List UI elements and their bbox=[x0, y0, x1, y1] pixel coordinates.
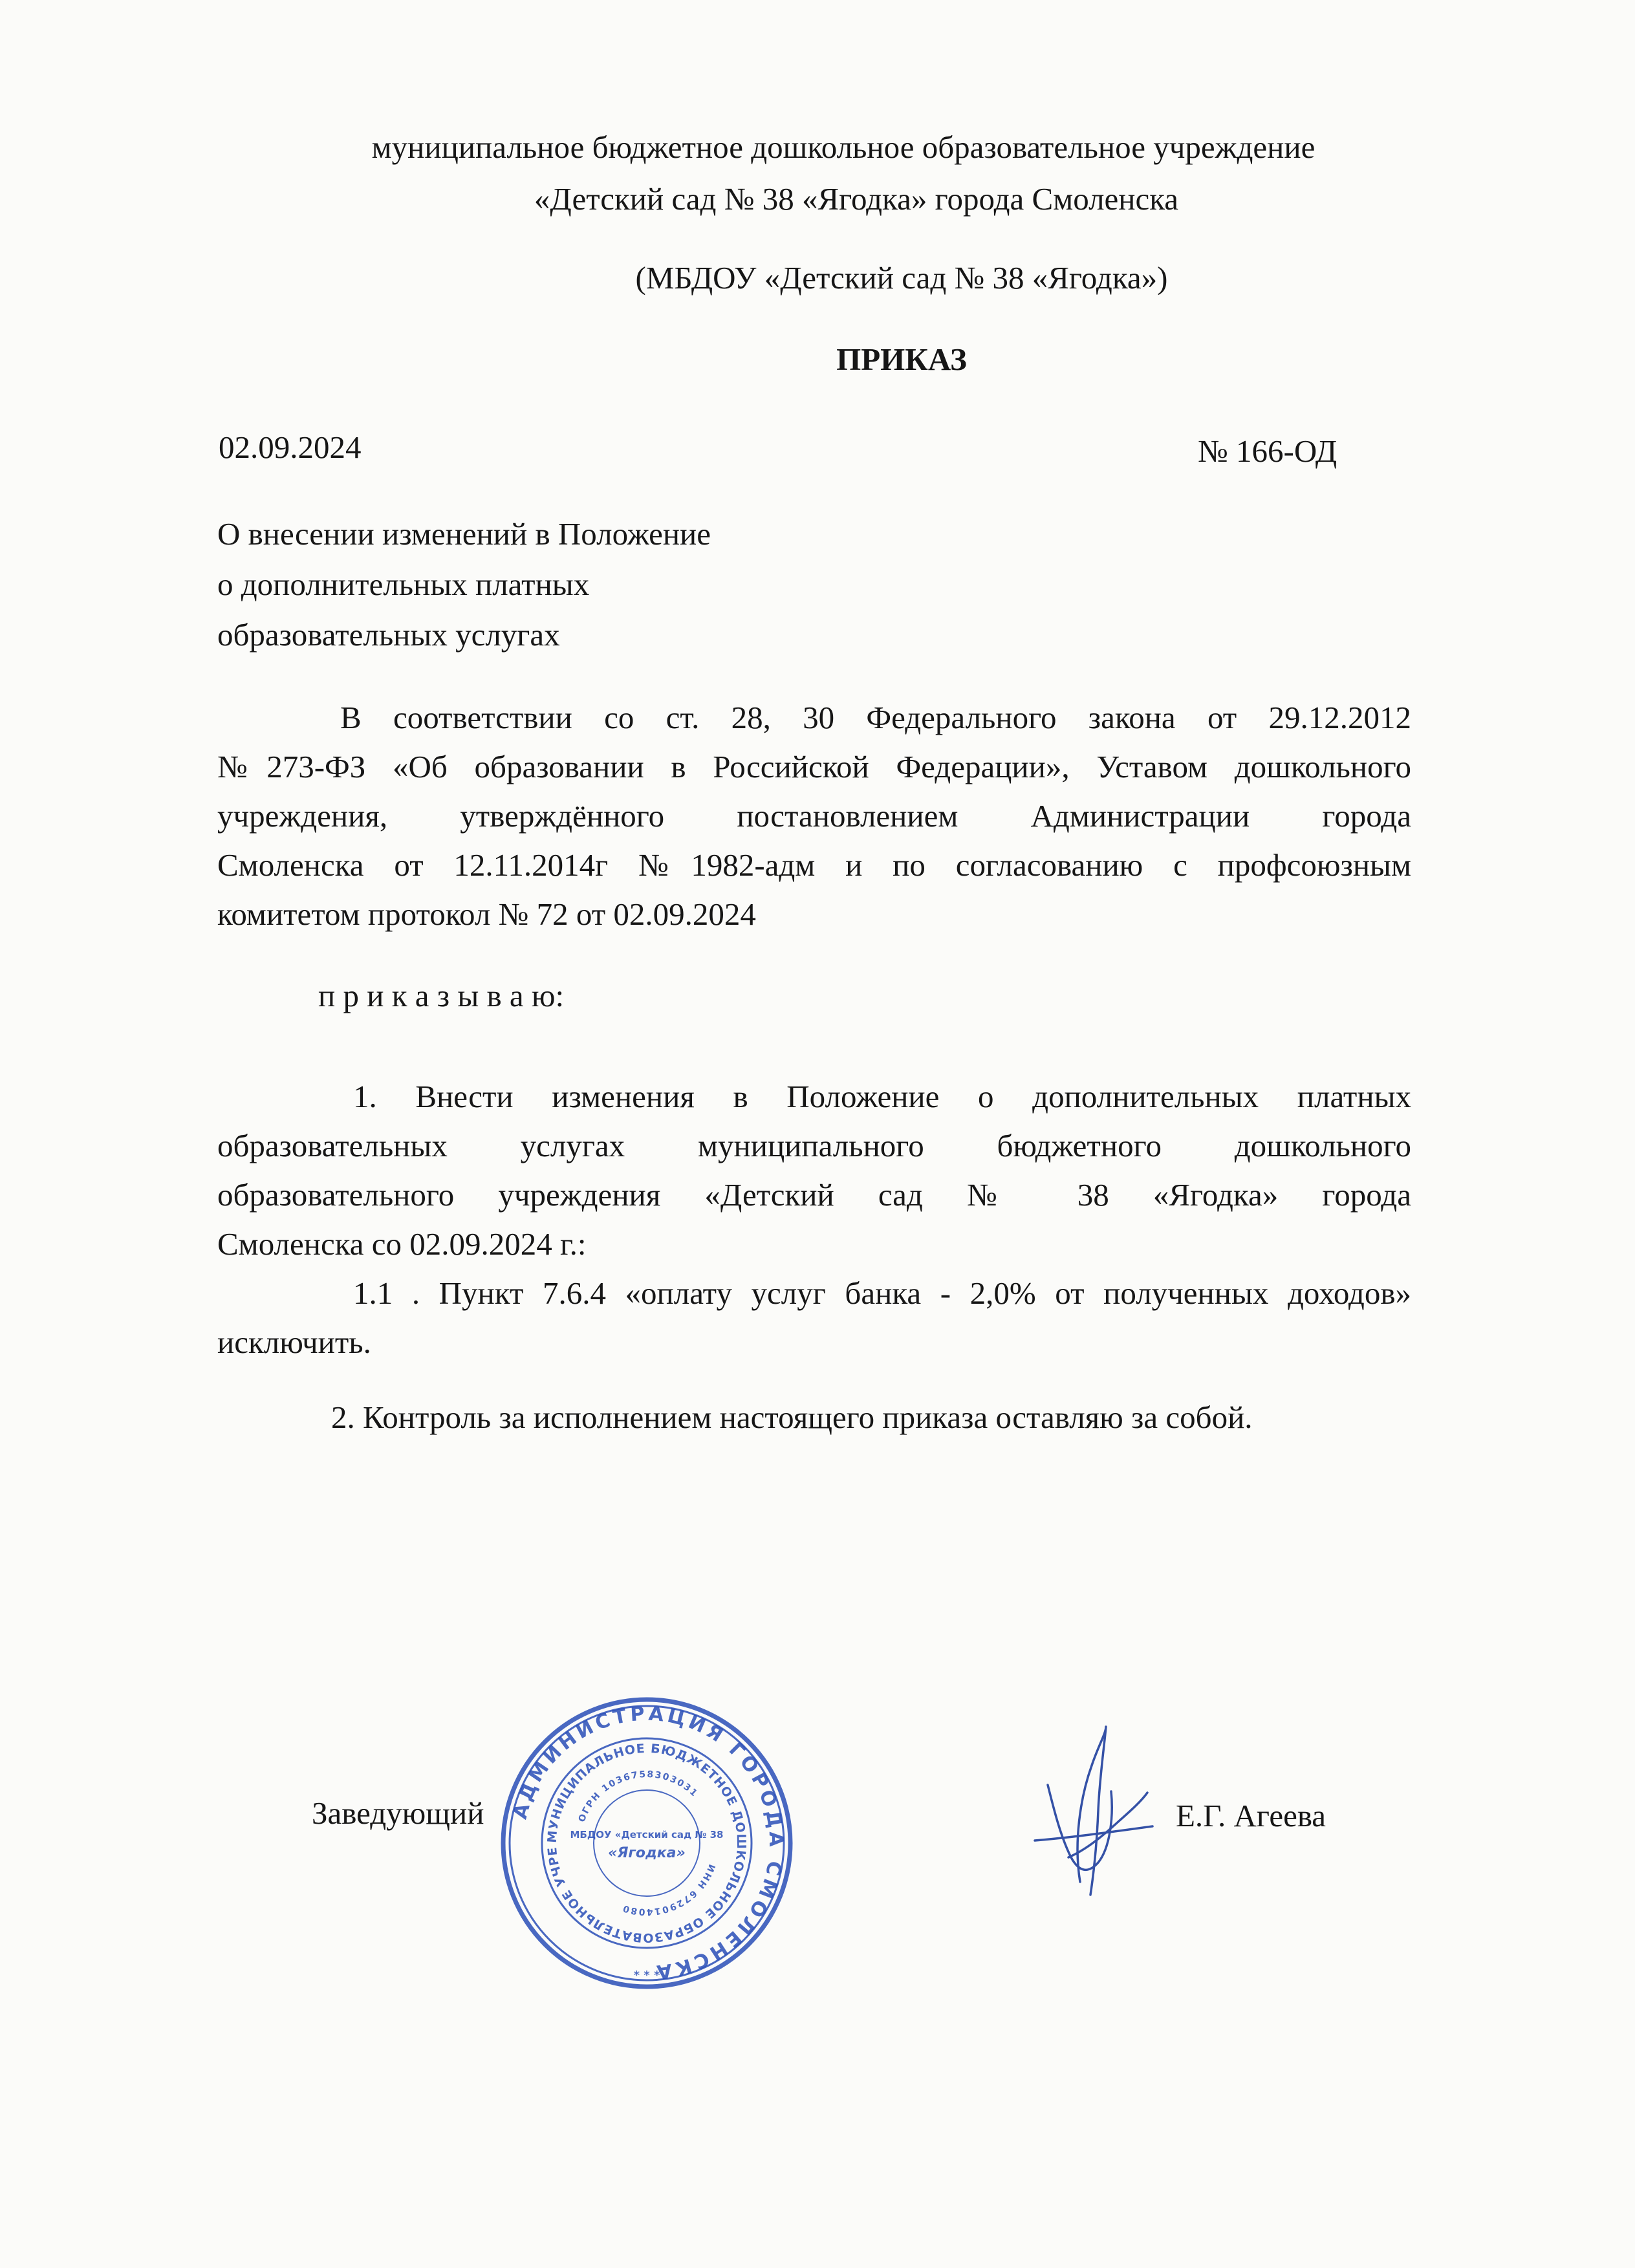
org-short-name: (МБДОУ «Детский сад № 38 «Ягодка») bbox=[635, 260, 1168, 296]
subject-line3: образовательных услугах bbox=[217, 617, 560, 653]
stamp-inn: ИНН 6729014080 bbox=[620, 1863, 717, 1917]
handwritten-signature bbox=[1009, 1688, 1177, 1908]
preamble-line3: учреждения, утверждённого постановлением Администрации города bbox=[217, 798, 1411, 834]
item-1-1-line2: исключить. bbox=[217, 1324, 371, 1360]
stamp-center-line2: «Ягодка» bbox=[608, 1845, 686, 1861]
item-1-line3: образовательного учреждения «Детский сад № 38 «Ягодка» города bbox=[217, 1177, 1411, 1213]
item-1-1-line1: 1.1 . Пункт 7.6.4 «оплату услуг банка - 2,0% от полученных доходов» bbox=[353, 1275, 1411, 1311]
official-stamp bbox=[490, 1683, 796, 1992]
svg-text:ИНН 6729014080 bbox=[621, 1863, 717, 1917]
signer-name: Е.Г. Агеева bbox=[1176, 1798, 1326, 1833]
stamp-outer-text: АДМИНИСТРАЦИЯ ГОРОДА СМОЛЕНСКА bbox=[508, 1702, 788, 1984]
item-1 bbox=[217, 1072, 1411, 1269]
stamp-ring-text: МУНИЦИПАЛЬНОЕ БЮДЖЕТНОЕ ДОШКОЛЬНОЕ ОБРАЗОВАТЕЛЬНОЕ УЧРЕЖДЕНИЕ «ДЕТСКИЙ САД № 38 «ЯГОДКА» ГОРОДА СМОЛЕНСКА bbox=[490, 1683, 749, 1945]
stamp-ogrn: ОГРН 1036758303031 bbox=[576, 1769, 700, 1824]
preamble-line4: Смоленска от 12.11.2014г №1982-адм и по согласованию с профсоюзным bbox=[217, 847, 1411, 883]
item-1-line2: образовательных услугах муниципального бюджетного дошкольного bbox=[217, 1128, 1411, 1163]
order-word: п р и к а з ы в а ю: bbox=[318, 978, 565, 1013]
subject-line1: О внесении изменений в Положение bbox=[217, 516, 711, 552]
preamble-line5: комитетом протокол № 72 от 02.09.2024 bbox=[217, 896, 756, 932]
preamble-line2: №273-ФЗ «Об образовании в Российской Федерации», Уставом дошкольного bbox=[217, 749, 1411, 784]
stamp-center-line1: МБДОУ «Детский сад № 38 bbox=[570, 1829, 724, 1841]
item-1-1 bbox=[217, 1269, 1411, 1367]
preamble-line1: В соответствии со ст. 28, 30 Федерального закона от 29.12.2012 bbox=[340, 700, 1411, 735]
item-1-line1: 1. Внести изменения в Положение о дополнительных платных bbox=[353, 1079, 1411, 1114]
svg-text:* * *: * * * bbox=[633, 1969, 660, 1982]
preamble bbox=[217, 693, 1411, 939]
org-name-line1: муниципальное бюджетное дошкольное образовательное учреждение bbox=[371, 129, 1316, 165]
doc-type-title: ПРИКАЗ bbox=[836, 341, 967, 377]
subject-line2: о дополнительных платных bbox=[217, 567, 590, 602]
svg-text:ОГРН 1036758303031 bbox=[577, 1769, 700, 1824]
doc-number: № 166-ОД bbox=[1198, 433, 1337, 469]
doc-date: 02.09.2024 bbox=[219, 429, 362, 465]
item-1-line4: Смоленска со 02.09.2024 г.: bbox=[217, 1226, 587, 1262]
org-name-line2: «Детский сад № 38 «Ягодка» города Смоленска bbox=[534, 181, 1179, 217]
signer-position: Заведующий bbox=[312, 1795, 484, 1831]
item-2: 2. Контроль за исполнением настоящего приказа оставляю за собой. bbox=[331, 1399, 1253, 1435]
